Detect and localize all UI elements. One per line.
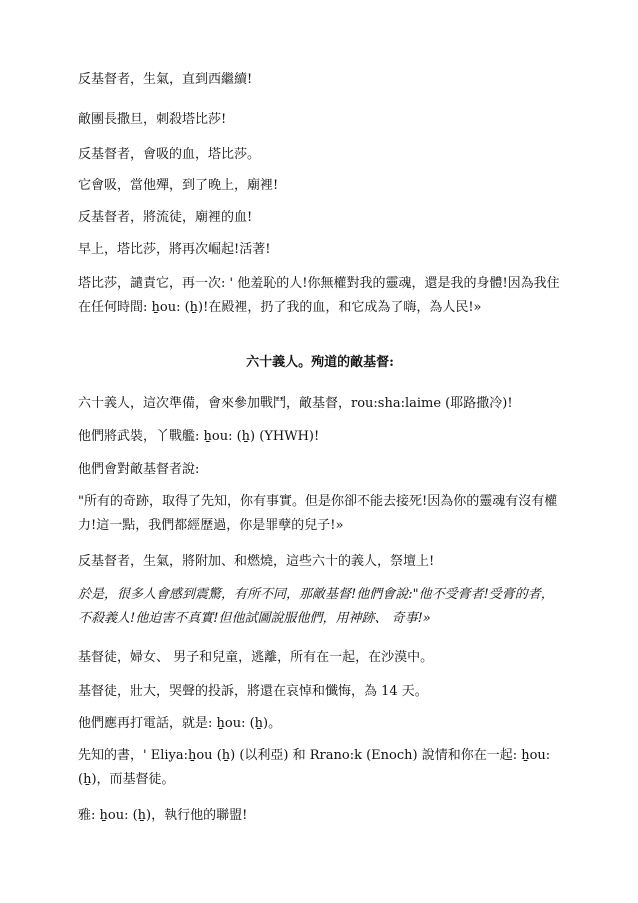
paragraph-rise-again: 早上，塔比莎，將再次崛起!活著! [78,242,271,257]
paragraph-miracles-quote: "所有的奇跡，取得了先知，你有事實。但是你卻不能去接死!因為你的靈魂有沒有權力!這一點，我們都經歷過，你是罪孽的兒子!» [78,494,558,533]
paragraph-call-again: 他們應再打電話，就是: ẖou: (ẖ)。 [78,716,282,731]
paragraph-covenant: 雅: ẖou: (ẖ)，執行他的聯盟! [78,808,248,823]
paragraph-at-night: 它會吸，當他殫，到了晚上，廟裡! [78,178,279,193]
paragraph-sixty-righteous: 六十義人，這次準備，會來參加戰鬥，敵基督，rou:sha:laime (耶路撒冷)! [78,396,513,411]
paragraph-burn-altar: 反基督者，生氣，將附加、和燃燒，這些六十的義人，祭壇上! [78,554,435,569]
paragraph-they-say: 他們會對敵基督者說: [78,462,200,477]
paragraph-tabitha-rebukes: 塔比莎，譴責它，再一次: ' 他羞恥的人!你無權對我的靈魂，還是我的身體!因為我住在任何時間: ẖou: (ẖ)!在殿裡，扔了我的血，和它成為了嗨，為人民!» [78,276,560,315]
paragraph-armed: 他們將武裝，丫戰艦: ẖou: (ẖ) (YHWH)! [78,429,320,444]
section-heading: 六十義人。殉道的敵基督: [246,355,394,370]
paragraph-prophets-book: 先知的書，' Eliya:ẖou (ẖ) (以利亞) 和 Rrano:k (Enoch) 說情和你在一起: ẖou: (ẖ)，而基督徒。 [78,748,551,787]
paragraph-many-shocked: 於是，很多人會感到震驚，有所不同，那敵基督!他們會說:"他不受膏者!受膏的者，不殺義人!他迫害不真實!但他試圖說服他們，用神跡、 奇事!» [78,587,554,626]
paragraph-sucks-blood: 反基督者，會吸的血，塔比莎。 [78,147,261,162]
paragraph-flee-desert: 基督徒，婦女、 男子和兒童，逃離，所有在一起，在沙漠中。 [78,650,434,665]
paragraph-antichrist-angry: 反基督者，生氣，直到西繼續! [78,72,253,87]
paragraph-temple-blood: 反基督者，將流徒，廟裡的血! [78,210,253,225]
paragraph-mourning: 基督徒，壯大，哭聲的投訴，將還在哀悼和懺悔，為 14 天。 [78,684,428,699]
paragraph-satan-stabs: 敵團長撒旦，刺殺塔比莎! [78,112,227,127]
